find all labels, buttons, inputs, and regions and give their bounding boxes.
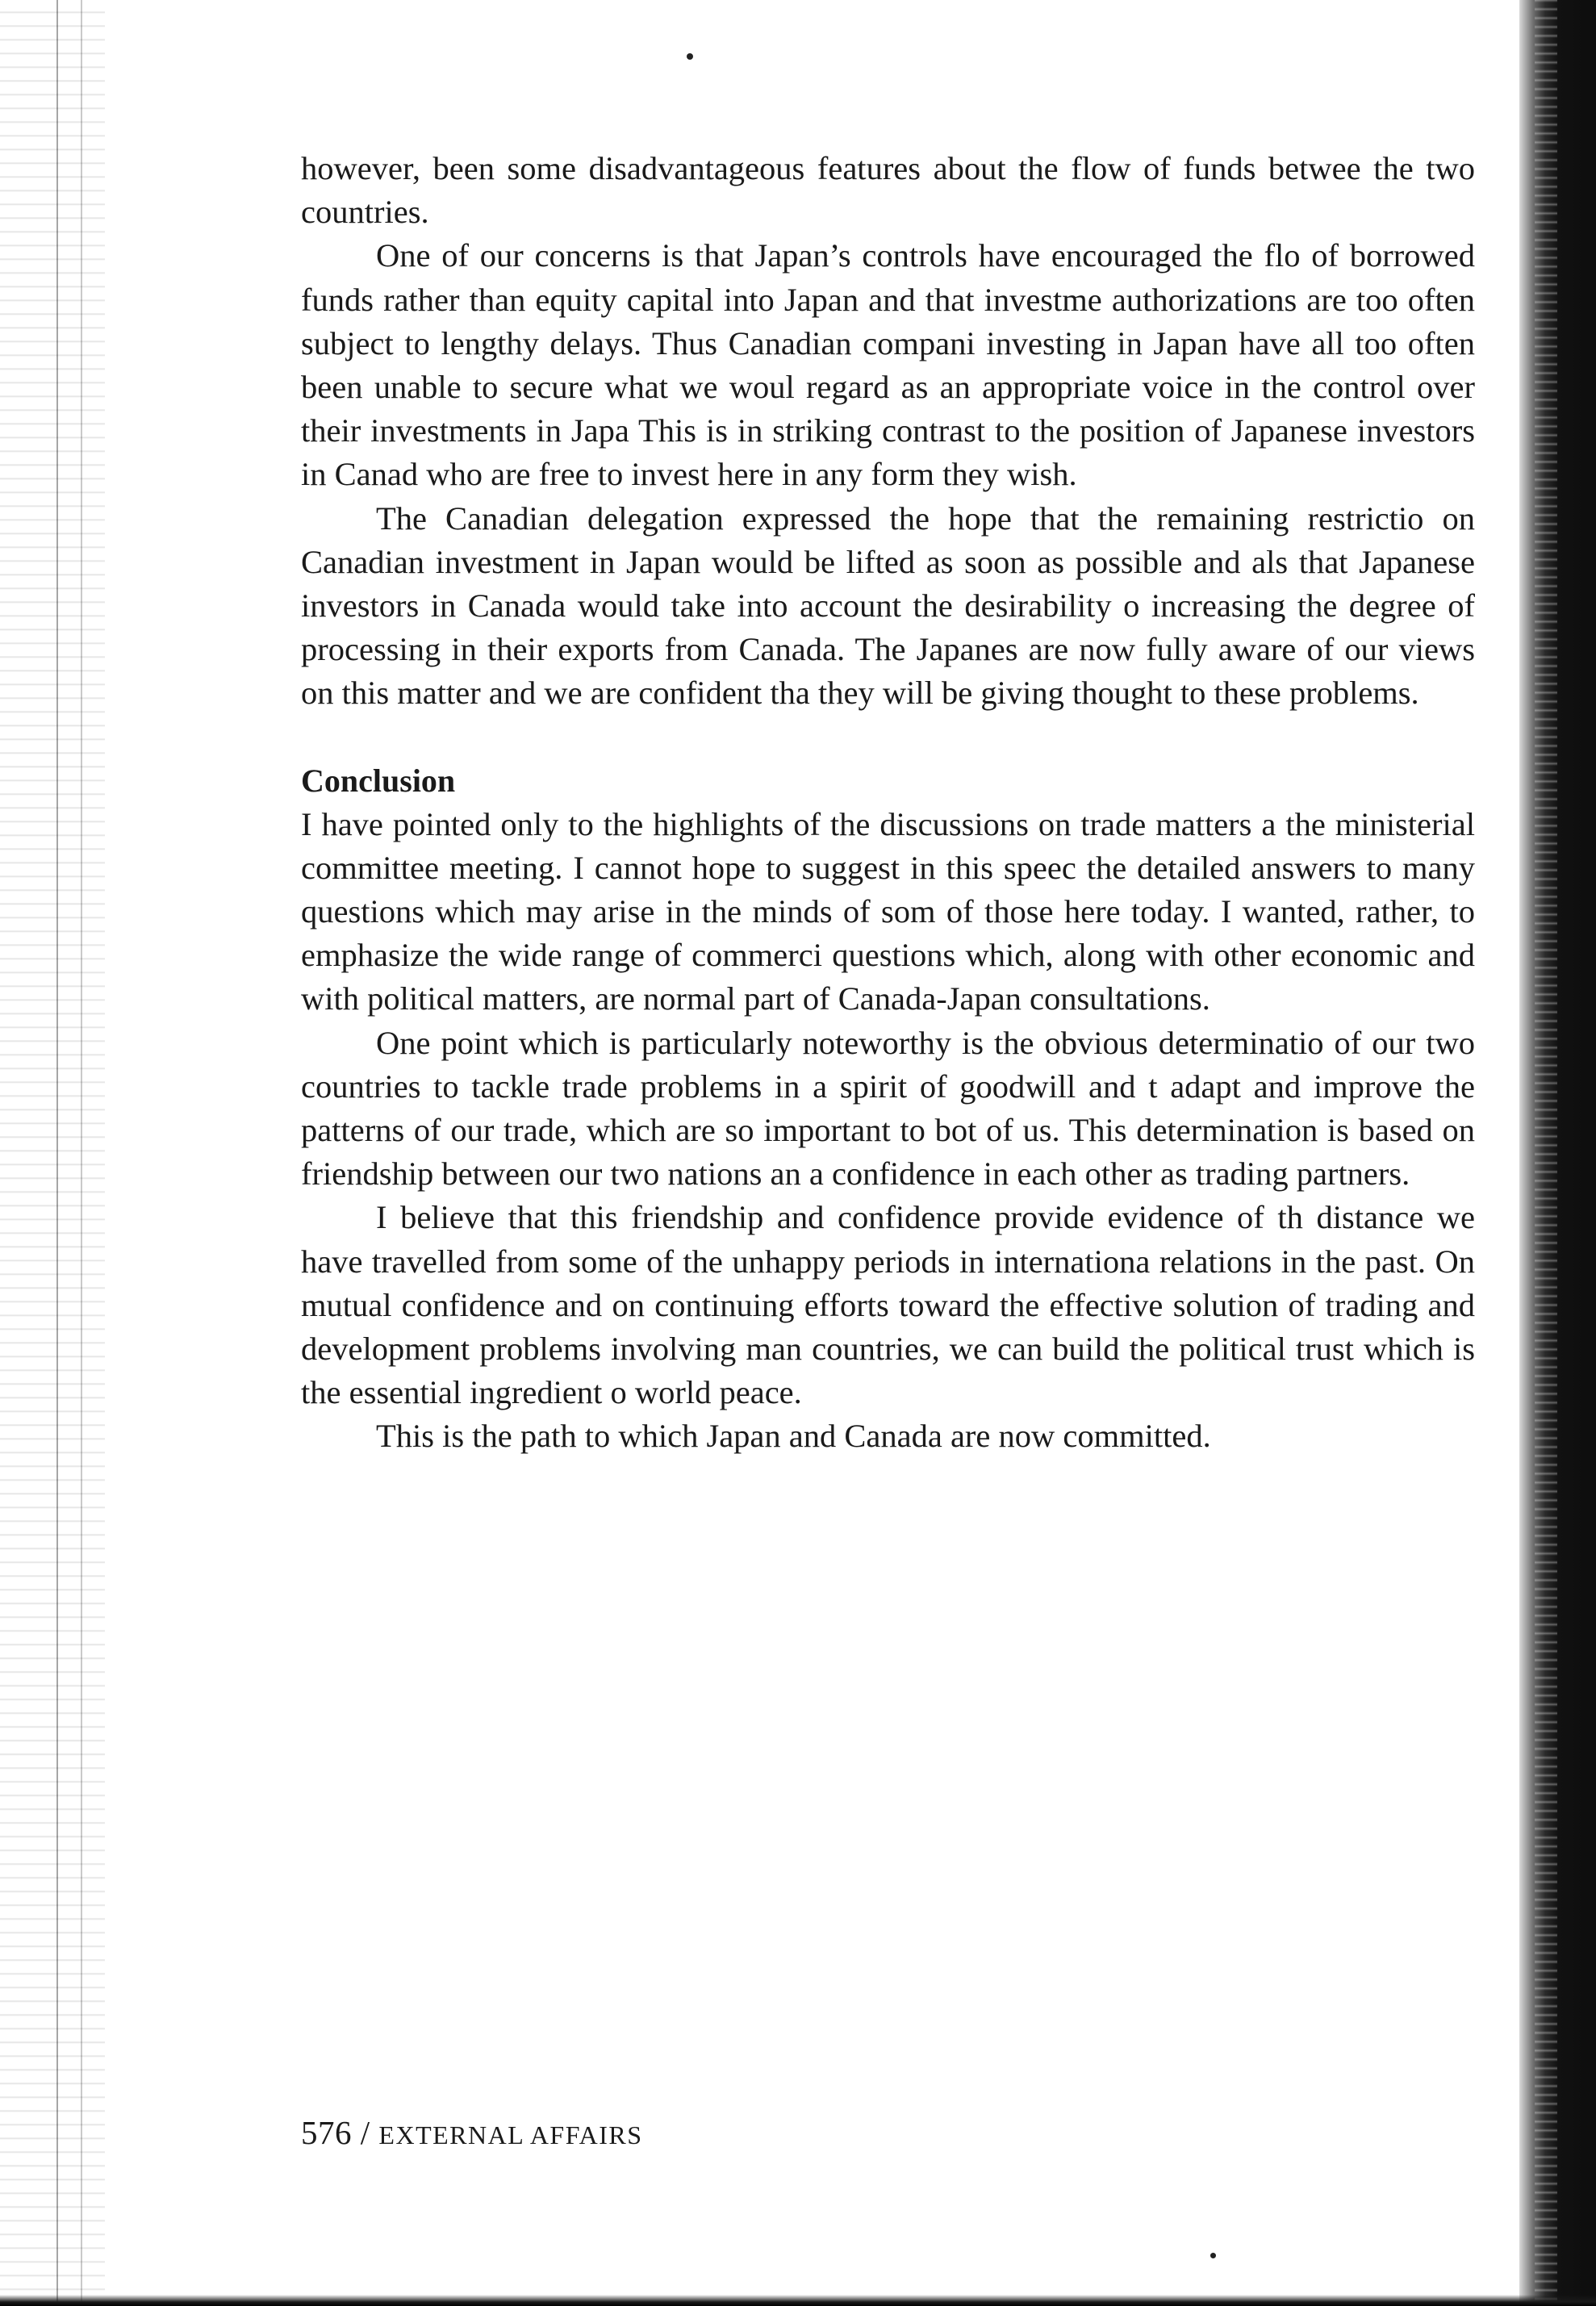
publication-name: EXTERNAL AFFAIRS xyxy=(378,2120,643,2149)
scan-speck xyxy=(1210,2253,1216,2258)
page-footer xyxy=(301,2111,643,2157)
scan-page-edge xyxy=(1519,0,1596,2306)
page-number: 576 / xyxy=(301,2114,370,2151)
scan-page-edge-texture xyxy=(1535,0,1557,2306)
paragraph: I have pointed only to the highlights of the discussions on trade matters a the ministerial committee meeting. I cannot hope to suggest in this speec the detailed answers to many questions which may arise in the minds of som of those here today. I wanted, rather, to emphasize the wide range of commerci questions which, along with other economic and with political matters, are normal part of Canada-Japan consultations. xyxy=(301,805,1475,1017)
body-text xyxy=(301,147,1475,1459)
paragraph: This is the path to which Japan and Canada are now committed. xyxy=(376,1418,1211,1455)
section-heading: Conclusion xyxy=(301,762,456,799)
paragraph: The Canadian delegation expressed the hope that the remaining restrictio on Canadian investment in Japan would be lifted as soon as possible and als that Japanese investors in Canada would take into account the desirability o increasing the degree of processing in their exports from Canada. The Japanes are now fully aware of our views on this matter and we are confident tha they will be giving thought to these problems. xyxy=(301,499,1475,712)
scan-binding-line xyxy=(81,0,82,2306)
scan-speck xyxy=(687,53,693,60)
paragraph: One point which is particularly noteworthy is the obvious determinatio of our two countries to tackle trade problems in a spirit of goodwill and t adapt and improve the patterns of our trade, which are so important to bot of us. This determination is based on friendship between our two nations an a confidence in each other as trading partners. xyxy=(301,1024,1475,1193)
scan-binding-line xyxy=(56,0,58,2306)
scan-bottom-edge xyxy=(0,2295,1596,2306)
paragraph: I believe that this friendship and confidence provide evidence of th distance we have travelled from some of the unhappy periods in internationa relations in the past. On mutual confidence and on continuing efforts toward the effective solution of trading and development problems involving man countries, we can build the political trust which is the essential ingredient o world peace. xyxy=(301,1199,1475,1411)
paragraph: however, been some disadvantageous features about the flow of funds betwee the two countries. xyxy=(301,150,1475,231)
paragraph: One of our concerns is that Japan’s controls have encouraged the flo of borrowed funds rather than equity capital into Japan and that investme authorizations are too often subject to lengthy delays. Thus Canadian compani investing in Japan have all too often been unable to secure what we woul regard as an appropriate voice in the control over their investments in Japa This is in striking contrast to the position of Japanese investors in Canad who are free to invest here in any form they wish. xyxy=(301,237,1475,493)
scan-binding-edge xyxy=(0,0,105,2306)
